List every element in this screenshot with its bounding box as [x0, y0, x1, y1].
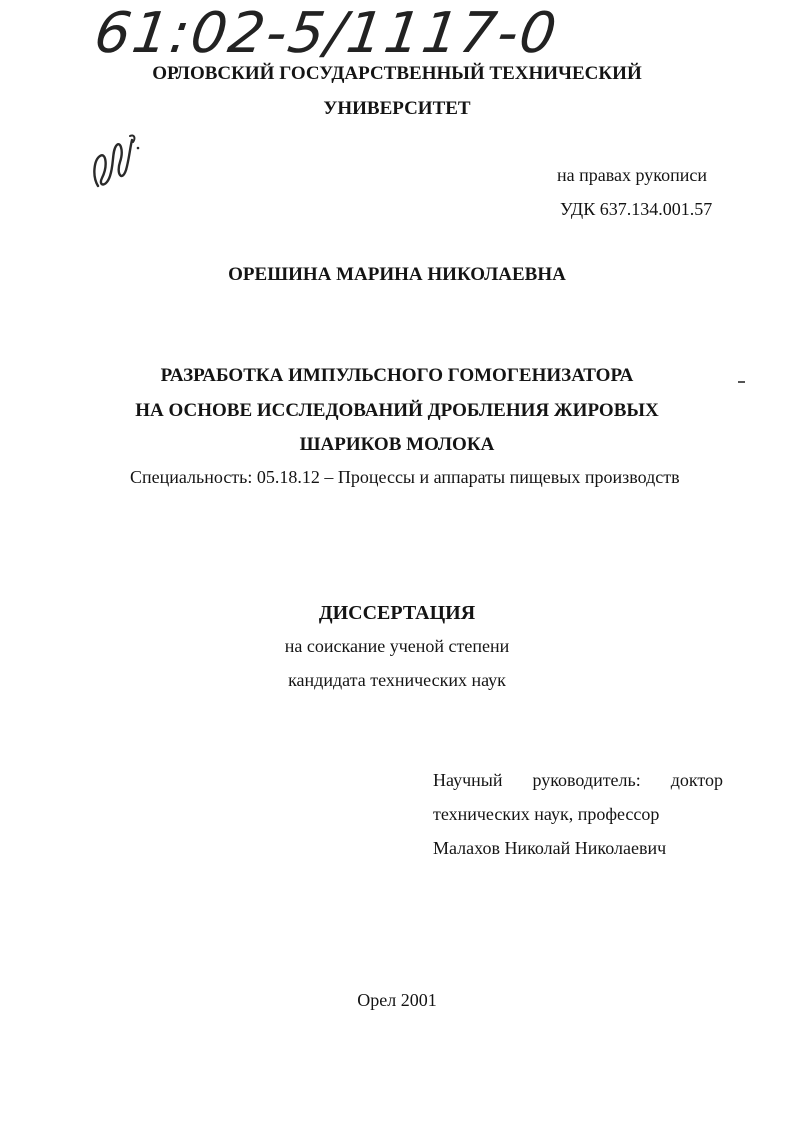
thesis-title-line3: ШАРИКОВ МОЛОКА: [299, 434, 495, 455]
dissertation-heading: ДИССЕРТАЦИЯ: [318, 602, 476, 624]
degree-line2: кандидата технических наук: [288, 670, 506, 690]
handwritten-signature: [86, 126, 146, 201]
supervisor-degree: технических наук, профессор: [433, 804, 660, 824]
handwritten-catalog-number: 61:02-5/1117-0: [90, 1, 563, 66]
thesis-title-line2: НА ОСНОВЕ ИССЛЕДОВАНИЙ ДРОБЛЕНИЯ ЖИРОВЫХ: [135, 400, 659, 421]
author-name: ОРЕШИНА МАРИНА НИКОЛАЕВНА: [228, 264, 566, 285]
thesis-title-line1: РАЗРАБОТКА ИМПУЛЬСНОГО ГОМОГЕНИЗАТОРА: [160, 365, 634, 386]
manuscript-rights-note: на правах рукописи: [557, 165, 707, 185]
scan-mark: [738, 381, 745, 383]
supervisor-label-word2: руководитель:: [532, 770, 641, 790]
degree-line1: на соискание ученой степени: [284, 636, 510, 656]
city-year: Орел 2001: [357, 990, 437, 1010]
supervisor-label-word3: доктор: [670, 770, 723, 790]
supervisor-label-word1: Научный: [433, 770, 503, 790]
university-name-line1: ОРЛОВСКИЙ ГОСУДАРСТВЕННЫЙ ТЕХНИЧЕСКИЙ: [152, 63, 642, 84]
specialty-line: Специальность: 05.18.12 – Процессы и аппараты пищевых производств: [130, 467, 680, 487]
university-name-line2: УНИВЕРСИТЕТ: [323, 98, 471, 119]
supervisor-label: [433, 770, 723, 791]
supervisor-name: Малахов Николай Николаевич: [433, 838, 667, 858]
udk-code: УДК 637.134.001.57: [560, 199, 713, 219]
